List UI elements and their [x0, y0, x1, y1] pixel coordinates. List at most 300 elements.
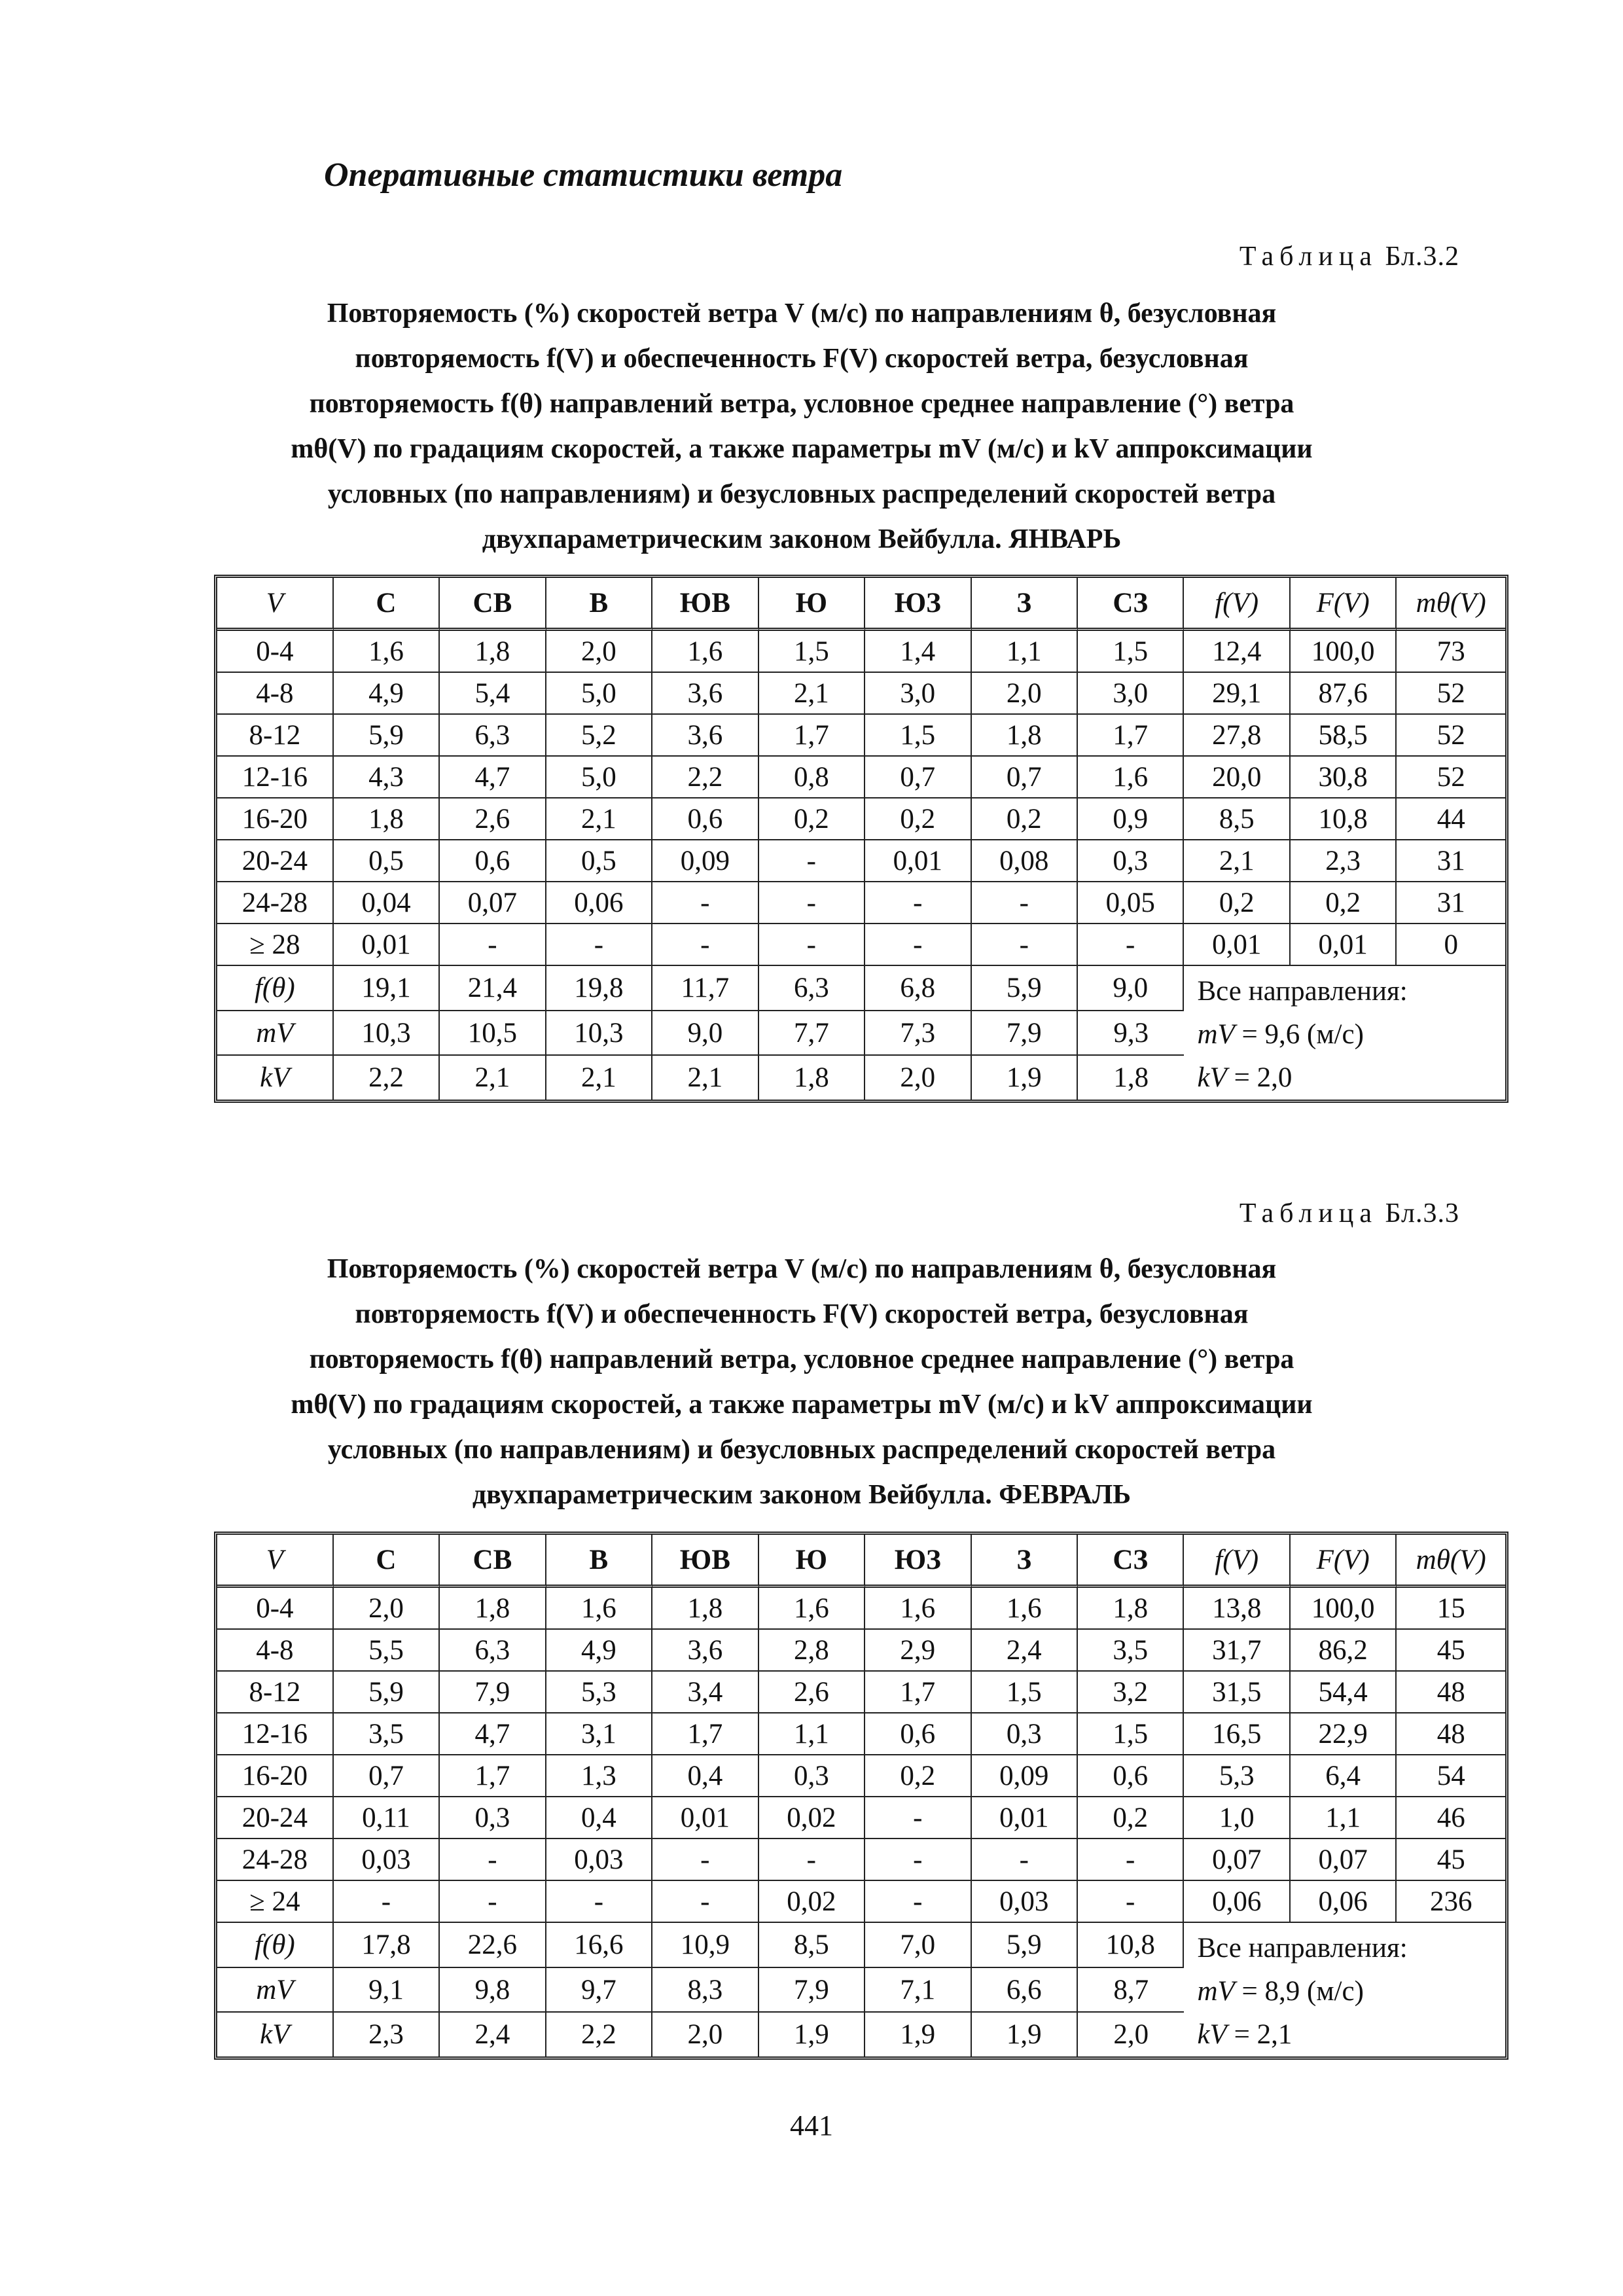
- table-cell: 1,5: [1078, 1713, 1184, 1755]
- table-cell: -: [546, 1881, 652, 1923]
- table-cell: 10,8: [1078, 1923, 1184, 1968]
- note-mv-value: = 9,6 (м/с): [1241, 1019, 1364, 1050]
- table-cell: 0,7: [972, 757, 1078, 798]
- table-cell: 10,3: [546, 1011, 652, 1056]
- table-cell: 1,5: [1078, 631, 1184, 673]
- caption-line: условных (по направлениям) и безусловных распределений скоростей ветра: [327, 1435, 1276, 1465]
- table-cell: 0,02: [759, 1797, 865, 1839]
- table-cell: 5,4: [440, 673, 546, 715]
- table-cell: -: [759, 882, 865, 924]
- column-header: Ю: [759, 1535, 865, 1588]
- table-cell: 31: [1397, 840, 1505, 882]
- table-cell: 100,0: [1291, 631, 1397, 673]
- caption-line: повторяемость f(θ) направлений ветра, условное среднее направление (°) ветра: [309, 389, 1294, 419]
- caption-line: Повторяемость (%) скоростей ветра V (м/с) по направлениям θ, безусловная: [327, 298, 1277, 329]
- caption-line: двухпараметрическим законом Вейбулла. ФЕВРАЛЬ: [472, 1480, 1132, 1510]
- table-cell: 13,8: [1184, 1588, 1290, 1630]
- row-header: 24-28: [217, 1839, 334, 1881]
- table-cell: 0,01: [1291, 924, 1397, 966]
- table-cell: 1,1: [759, 1713, 865, 1755]
- table-caption: [164, 1247, 1440, 1518]
- note-kv-value: = 2,0: [1234, 1062, 1293, 1093]
- table-cell: 7,9: [972, 1011, 1078, 1056]
- row-header: 4-8: [217, 1630, 334, 1672]
- table-cell: 0,2: [865, 798, 971, 840]
- column-header: СЗ: [1078, 1535, 1184, 1588]
- table-cell: 2,1: [759, 673, 865, 715]
- table-cell: 31,5: [1184, 1672, 1290, 1713]
- wind-table-february: [214, 1532, 1508, 2060]
- table-cell: 45: [1397, 1839, 1505, 1881]
- table-row: [217, 1839, 1505, 1881]
- caption-line: mθ(V) по градациям скоростей, а также параметры mV (м/с) и kV аппроксимации: [291, 1390, 1313, 1420]
- header-row: [217, 1535, 1505, 1588]
- caption-line: mθ(V) по градациям скоростей, а также параметры mV (м/с) и kV аппроксимации: [291, 434, 1313, 464]
- table-cell: -: [759, 924, 865, 966]
- table-cell: -: [865, 882, 971, 924]
- table-cell: -: [1078, 924, 1184, 966]
- table-cell: 0,05: [1078, 882, 1184, 924]
- caption-line: Повторяемость (%) скоростей ветра V (м/с) по направлениям θ, безусловная: [327, 1254, 1277, 1284]
- table-cell: 2,0: [334, 1588, 440, 1630]
- table-row: [217, 631, 1505, 673]
- table-cell: 52: [1397, 715, 1505, 757]
- table-cell: 1,5: [759, 631, 865, 673]
- table-cell: 1,9: [865, 2013, 971, 2056]
- table-cell: 1,7: [440, 1755, 546, 1797]
- table-label: [1240, 241, 1459, 272]
- table-cell: 7,1: [865, 1968, 971, 2013]
- table-cell: 2,1: [546, 798, 652, 840]
- column-header: ЮВ: [652, 1535, 758, 1588]
- table-cell: 1,9: [972, 2013, 1078, 2056]
- row-header: 20-24: [217, 840, 334, 882]
- note-mv: [1197, 1970, 1505, 2013]
- caption-line: повторяемость f(θ) направлений ветра, условное среднее направление (°) ветра: [309, 1344, 1294, 1374]
- table-cell: -: [440, 1839, 546, 1881]
- table-cell: -: [440, 924, 546, 966]
- table-cell: 15: [1397, 1588, 1505, 1630]
- table-row: [217, 924, 1505, 966]
- table-cell: 0,2: [1184, 882, 1290, 924]
- row-header: kV: [217, 1056, 334, 1100]
- table-cell: -: [865, 1839, 971, 1881]
- table-label-word: Таблица: [1239, 1198, 1378, 1229]
- table-cell: 2,9: [865, 1630, 971, 1672]
- note-title: Все направления:: [1197, 1933, 1408, 1964]
- row-header: f(θ): [217, 966, 334, 1011]
- table-cell: 0,2: [1291, 882, 1397, 924]
- table-cell: 6,8: [865, 966, 971, 1011]
- table-cell: 6,6: [972, 1968, 1078, 2013]
- row-header: 24-28: [217, 882, 334, 924]
- column-header: С: [334, 578, 440, 631]
- table-label-code: Бл.3.2: [1385, 242, 1459, 272]
- table-cell: 1,7: [865, 1672, 971, 1713]
- note-mv-value: = 8,9 (м/с): [1241, 1976, 1364, 2007]
- table-cell: 54,4: [1291, 1672, 1397, 1713]
- table-cell: 8,3: [652, 1968, 758, 2013]
- table-cell: 0,5: [546, 840, 652, 882]
- section-heading: Оперативные статистики ветра: [324, 156, 843, 194]
- column-header: F(V): [1291, 1535, 1397, 1588]
- table-cell: 7,9: [759, 1968, 865, 2013]
- column-header: Ю: [759, 578, 865, 631]
- table-row: [217, 1755, 1505, 1797]
- table-cell: 2,0: [546, 631, 652, 673]
- table-cell: 1,7: [759, 715, 865, 757]
- table-cell: 48: [1397, 1672, 1505, 1713]
- table-cell: -: [334, 1881, 440, 1923]
- table-cell: 30,8: [1291, 757, 1397, 798]
- table-cell: 3,6: [652, 715, 758, 757]
- table-cell: 0,07: [440, 882, 546, 924]
- table-cell: 1,6: [334, 631, 440, 673]
- table-cell: 0,3: [440, 1797, 546, 1839]
- table-cell: 0,04: [334, 882, 440, 924]
- table-cell: 0,11: [334, 1797, 440, 1839]
- table-cell: 1,6: [652, 631, 758, 673]
- table-cell: 3,2: [1078, 1672, 1184, 1713]
- table-row: [217, 882, 1505, 924]
- table-cell: 5,9: [334, 1672, 440, 1713]
- table-cell: -: [1078, 1881, 1184, 1923]
- caption-line: повторяемость f(V) и обеспеченность F(V) скоростей ветра, безусловная: [355, 344, 1249, 374]
- table-cell: 46: [1397, 1797, 1505, 1839]
- row-header: 12-16: [217, 1713, 334, 1755]
- all-directions-note: [1184, 966, 1505, 1100]
- caption-line: двухпараметрическим законом Вейбулла. ЯНВАРЬ: [482, 524, 1122, 554]
- table-cell: 3,0: [865, 673, 971, 715]
- row-header: 8-12: [217, 1672, 334, 1713]
- table-cell: 1,9: [972, 1056, 1078, 1100]
- table-cell: 2,1: [440, 1056, 546, 1100]
- table-cell: 0,5: [334, 840, 440, 882]
- table-cell: 1,6: [546, 1588, 652, 1630]
- table-cell: 7,7: [759, 1011, 865, 1056]
- column-header: СЗ: [1078, 578, 1184, 631]
- table-row: [217, 1672, 1505, 1713]
- table-cell: 9,0: [1078, 966, 1184, 1011]
- table-row: [217, 1630, 1505, 1672]
- table-cell: -: [865, 924, 971, 966]
- table-cell: 2,3: [1291, 840, 1397, 882]
- row-header: 0-4: [217, 1588, 334, 1630]
- table-cell: -: [865, 1881, 971, 1923]
- table-row: [217, 673, 1505, 715]
- table-cell: 31,7: [1184, 1630, 1290, 1672]
- table-cell: 3,5: [334, 1713, 440, 1755]
- row-header: ≥ 28: [217, 924, 334, 966]
- note-title: Все направления:: [1197, 976, 1408, 1007]
- table-cell: 0,06: [546, 882, 652, 924]
- table-cell: 2,2: [546, 2013, 652, 2056]
- table-cell: 0,6: [652, 798, 758, 840]
- table-row: [217, 757, 1505, 798]
- table-cell: -: [1078, 1839, 1184, 1881]
- table-cell: 1,8: [652, 1588, 758, 1630]
- table-cell: 0,3: [1078, 840, 1184, 882]
- table-row: [217, 1881, 1505, 1923]
- table-cell: 0,07: [1184, 1839, 1290, 1881]
- table-cell: 87,6: [1291, 673, 1397, 715]
- table-cell: -: [972, 882, 1078, 924]
- row-header: kV: [217, 2013, 334, 2056]
- table-cell: 10,5: [440, 1011, 546, 1056]
- table-cell: 0,06: [1291, 1881, 1397, 1923]
- table-cell: -: [652, 924, 758, 966]
- column-header: ЮВ: [652, 578, 758, 631]
- table-cell: 5,5: [334, 1630, 440, 1672]
- row-header: 8-12: [217, 715, 334, 757]
- table-cell: 9,0: [652, 1011, 758, 1056]
- column-header: В: [546, 578, 652, 631]
- wind-table-january: [214, 575, 1508, 1103]
- table-cell: 2,3: [334, 2013, 440, 2056]
- table-cell: 0,2: [972, 798, 1078, 840]
- table-cell: 27,8: [1184, 715, 1290, 757]
- table-cell: 1,7: [1078, 715, 1184, 757]
- column-header: mθ(V): [1397, 578, 1505, 631]
- table-cell: 1,8: [334, 798, 440, 840]
- table-cell: 9,3: [1078, 1011, 1184, 1056]
- table-cell: 10,9: [652, 1923, 758, 1968]
- row-header: 16-20: [217, 1755, 334, 1797]
- table-cell: 1,8: [1113, 1062, 1149, 1094]
- table-cell: 0,09: [972, 1755, 1078, 1797]
- table-cell: -: [972, 924, 1078, 966]
- table-cell: 1,8: [972, 715, 1078, 757]
- table-cell: 73: [1397, 631, 1505, 673]
- table-cell: 0,9: [1078, 798, 1184, 840]
- table-cell: 16,5: [1184, 1713, 1290, 1755]
- table-cell: 16,6: [546, 1923, 652, 1968]
- note-mv: [1197, 1013, 1505, 1056]
- table-cell: 6,3: [440, 1630, 546, 1672]
- table-cell: 9,7: [546, 1968, 652, 2013]
- table-cell: 4,3: [334, 757, 440, 798]
- table-cell: 1,8: [440, 1588, 546, 1630]
- table-cell: 0,06: [1184, 1881, 1290, 1923]
- column-header: F(V): [1291, 578, 1397, 631]
- table-cell: 58,5: [1291, 715, 1397, 757]
- table-cell: 0: [1397, 924, 1505, 966]
- column-header: СВ: [440, 1535, 546, 1588]
- table-cell: -: [865, 1797, 971, 1839]
- table-cell: 2,0: [865, 1056, 971, 1100]
- table-cell: 9,8: [440, 1968, 546, 2013]
- table-cell: 3,6: [652, 1630, 758, 1672]
- table-cell: -: [759, 1839, 865, 1881]
- table-cell: 1,5: [972, 1672, 1078, 1713]
- table-cell: 3,5: [1078, 1630, 1184, 1672]
- table-cell: 6,3: [440, 715, 546, 757]
- table-cell: -: [546, 924, 652, 966]
- table-cell: 1,1: [1291, 1797, 1397, 1839]
- table-cell: 4,9: [546, 1630, 652, 1672]
- header-row: [217, 578, 1505, 631]
- table-cell: 86,2: [1291, 1630, 1397, 1672]
- table-cell: 21,4: [440, 966, 546, 1011]
- column-header: З: [972, 578, 1078, 631]
- table-cell: 0,7: [334, 1755, 440, 1797]
- column-header: В: [546, 1535, 652, 1588]
- table-row: [217, 1713, 1505, 1755]
- table-cell: 10,8: [1291, 798, 1397, 840]
- note-kv: [1197, 1056, 1505, 1100]
- table-cell: 6,3: [759, 966, 865, 1011]
- row-header: 0-4: [217, 631, 334, 673]
- note-mv-label: mV: [1197, 1019, 1235, 1050]
- table-cell: 2,8: [759, 1630, 865, 1672]
- table-cell: 0,8: [759, 757, 865, 798]
- column-header: З: [972, 1535, 1078, 1588]
- table-caption: [164, 291, 1440, 562]
- column-header: V: [217, 578, 334, 631]
- table-cell: 0,7: [865, 757, 971, 798]
- column-header: ЮЗ: [865, 578, 971, 631]
- row-header: 4-8: [217, 673, 334, 715]
- table-cell: 3,4: [652, 1672, 758, 1713]
- table-cell: 8,7: [1078, 1968, 1184, 2013]
- table-cell: 1,5: [865, 715, 971, 757]
- table-cell: 22,9: [1291, 1713, 1397, 1755]
- table-cell: 0,2: [759, 798, 865, 840]
- table-cell: 29,1: [1184, 673, 1290, 715]
- table-cell: 1,6: [1078, 757, 1184, 798]
- row-header: mV: [217, 1011, 334, 1056]
- note-kv-value: = 2,1: [1234, 2019, 1293, 2050]
- table-cell: 1,9: [759, 2013, 865, 2056]
- table-cell: 1,4: [865, 631, 971, 673]
- table-cell: 52: [1397, 757, 1505, 798]
- table-cell: -: [972, 1839, 1078, 1881]
- table-cell: 0,2: [1078, 1797, 1184, 1839]
- table-cell: 10,3: [334, 1011, 440, 1056]
- table-cell: 5,3: [546, 1672, 652, 1713]
- table-cell: 2,4: [440, 2013, 546, 2056]
- table-cell: 0,6: [440, 840, 546, 882]
- note-kv-label: kV: [1197, 2019, 1227, 2050]
- row-header: 20-24: [217, 1797, 334, 1839]
- table-cell: 2,2: [334, 1056, 440, 1100]
- table-cell: -: [652, 882, 758, 924]
- table-cell: 2,0: [972, 673, 1078, 715]
- note-mv-label: mV: [1197, 1976, 1235, 2007]
- table-cell: 1,0: [1184, 1797, 1290, 1839]
- table-cell: 54: [1397, 1755, 1505, 1797]
- table-label-code: Бл.3.3: [1385, 1198, 1459, 1229]
- table-label: [1240, 1198, 1459, 1229]
- summary-row: [217, 1923, 1505, 1968]
- all-directions-note: [1184, 1923, 1505, 2056]
- table-cell: 0,08: [972, 840, 1078, 882]
- table-cell: 2,0: [1113, 2019, 1149, 2051]
- table-cell: 22,6: [440, 1923, 546, 1968]
- table-cell: 0,03: [334, 1839, 440, 1881]
- table-row: [217, 1797, 1505, 1839]
- table-cell: 3,6: [652, 673, 758, 715]
- table-cell: 1,6: [865, 1588, 971, 1630]
- table-cell: 4,7: [440, 1713, 546, 1755]
- table-cell: 2,4: [972, 1630, 1078, 1672]
- caption-line: повторяемость f(V) и обеспеченность F(V) скоростей ветра, безусловная: [355, 1299, 1249, 1329]
- table-cell: 7,3: [865, 1011, 971, 1056]
- table-row: [217, 798, 1505, 840]
- table-cell: 11,7: [652, 966, 758, 1011]
- table-cell: 0,01: [865, 840, 971, 882]
- table-cell: 0,3: [759, 1755, 865, 1797]
- table-cell: 44: [1397, 798, 1505, 840]
- table-cell: 0,4: [546, 1797, 652, 1839]
- table-cell: 1,1: [972, 631, 1078, 673]
- row-header: 12-16: [217, 757, 334, 798]
- table-cell: 4,9: [334, 673, 440, 715]
- column-header: V: [217, 1535, 334, 1588]
- table-cell: 0,01: [1184, 924, 1290, 966]
- note-kv-label: kV: [1197, 1062, 1227, 1093]
- table-cell: 2,0: [652, 2013, 758, 2056]
- row-header: f(θ): [217, 1923, 334, 1968]
- table-cell: -: [440, 1881, 546, 1923]
- table-cell: -: [759, 840, 865, 882]
- row-header: ≥ 24: [217, 1881, 334, 1923]
- column-header: f(V): [1184, 578, 1290, 631]
- table-cell: 0,03: [972, 1881, 1078, 1923]
- note-kv: [1197, 2013, 1505, 2056]
- table-cell: 1,6: [972, 1588, 1078, 1630]
- table-cell: 17,8: [334, 1923, 440, 1968]
- row-header: mV: [217, 1968, 334, 2013]
- table-cell: 100,0: [1291, 1588, 1397, 1630]
- table-cell: -: [652, 1839, 758, 1881]
- table-cell: 1,6: [759, 1588, 865, 1630]
- table-cell: 3,0: [1078, 673, 1184, 715]
- column-header: С: [334, 1535, 440, 1588]
- page-number: 441: [790, 2109, 833, 2142]
- table-cell: 2,2: [652, 757, 758, 798]
- row-header: 16-20: [217, 798, 334, 840]
- table-cell: 0,6: [865, 1713, 971, 1755]
- table-cell: 0,09: [652, 840, 758, 882]
- table-cell: 7,9: [440, 1672, 546, 1713]
- table-cell: 2,1: [1184, 840, 1290, 882]
- table-cell: 1,8: [759, 1056, 865, 1100]
- table-cell: 12,4: [1184, 631, 1290, 673]
- table-cell: 31: [1397, 882, 1505, 924]
- table-row: [217, 715, 1505, 757]
- column-header: ЮЗ: [865, 1535, 971, 1588]
- table-cell: 0,03: [546, 1839, 652, 1881]
- table-cell: 19,1: [334, 966, 440, 1011]
- column-header: mθ(V): [1397, 1535, 1505, 1588]
- table-label-word: Таблица: [1239, 242, 1378, 272]
- table-cell: 5,0: [546, 757, 652, 798]
- table-cell: 20,0: [1184, 757, 1290, 798]
- table-cell: 0,02: [759, 1881, 865, 1923]
- table-cell: 0,3: [972, 1713, 1078, 1755]
- table-cell: 1,8: [1078, 1588, 1184, 1630]
- table-cell: 1,8: [440, 631, 546, 673]
- table-cell: 8,5: [1184, 798, 1290, 840]
- table-cell: 8,5: [759, 1923, 865, 1968]
- table-cell: 0,4: [652, 1755, 758, 1797]
- table-cell: 5,9: [972, 1923, 1078, 1968]
- table-cell: 9,1: [334, 1968, 440, 2013]
- table-cell: 0,01: [972, 1797, 1078, 1839]
- table-cell: 52: [1397, 673, 1505, 715]
- caption-line: условных (по направлениям) и безусловных распределений скоростей ветра: [327, 479, 1276, 509]
